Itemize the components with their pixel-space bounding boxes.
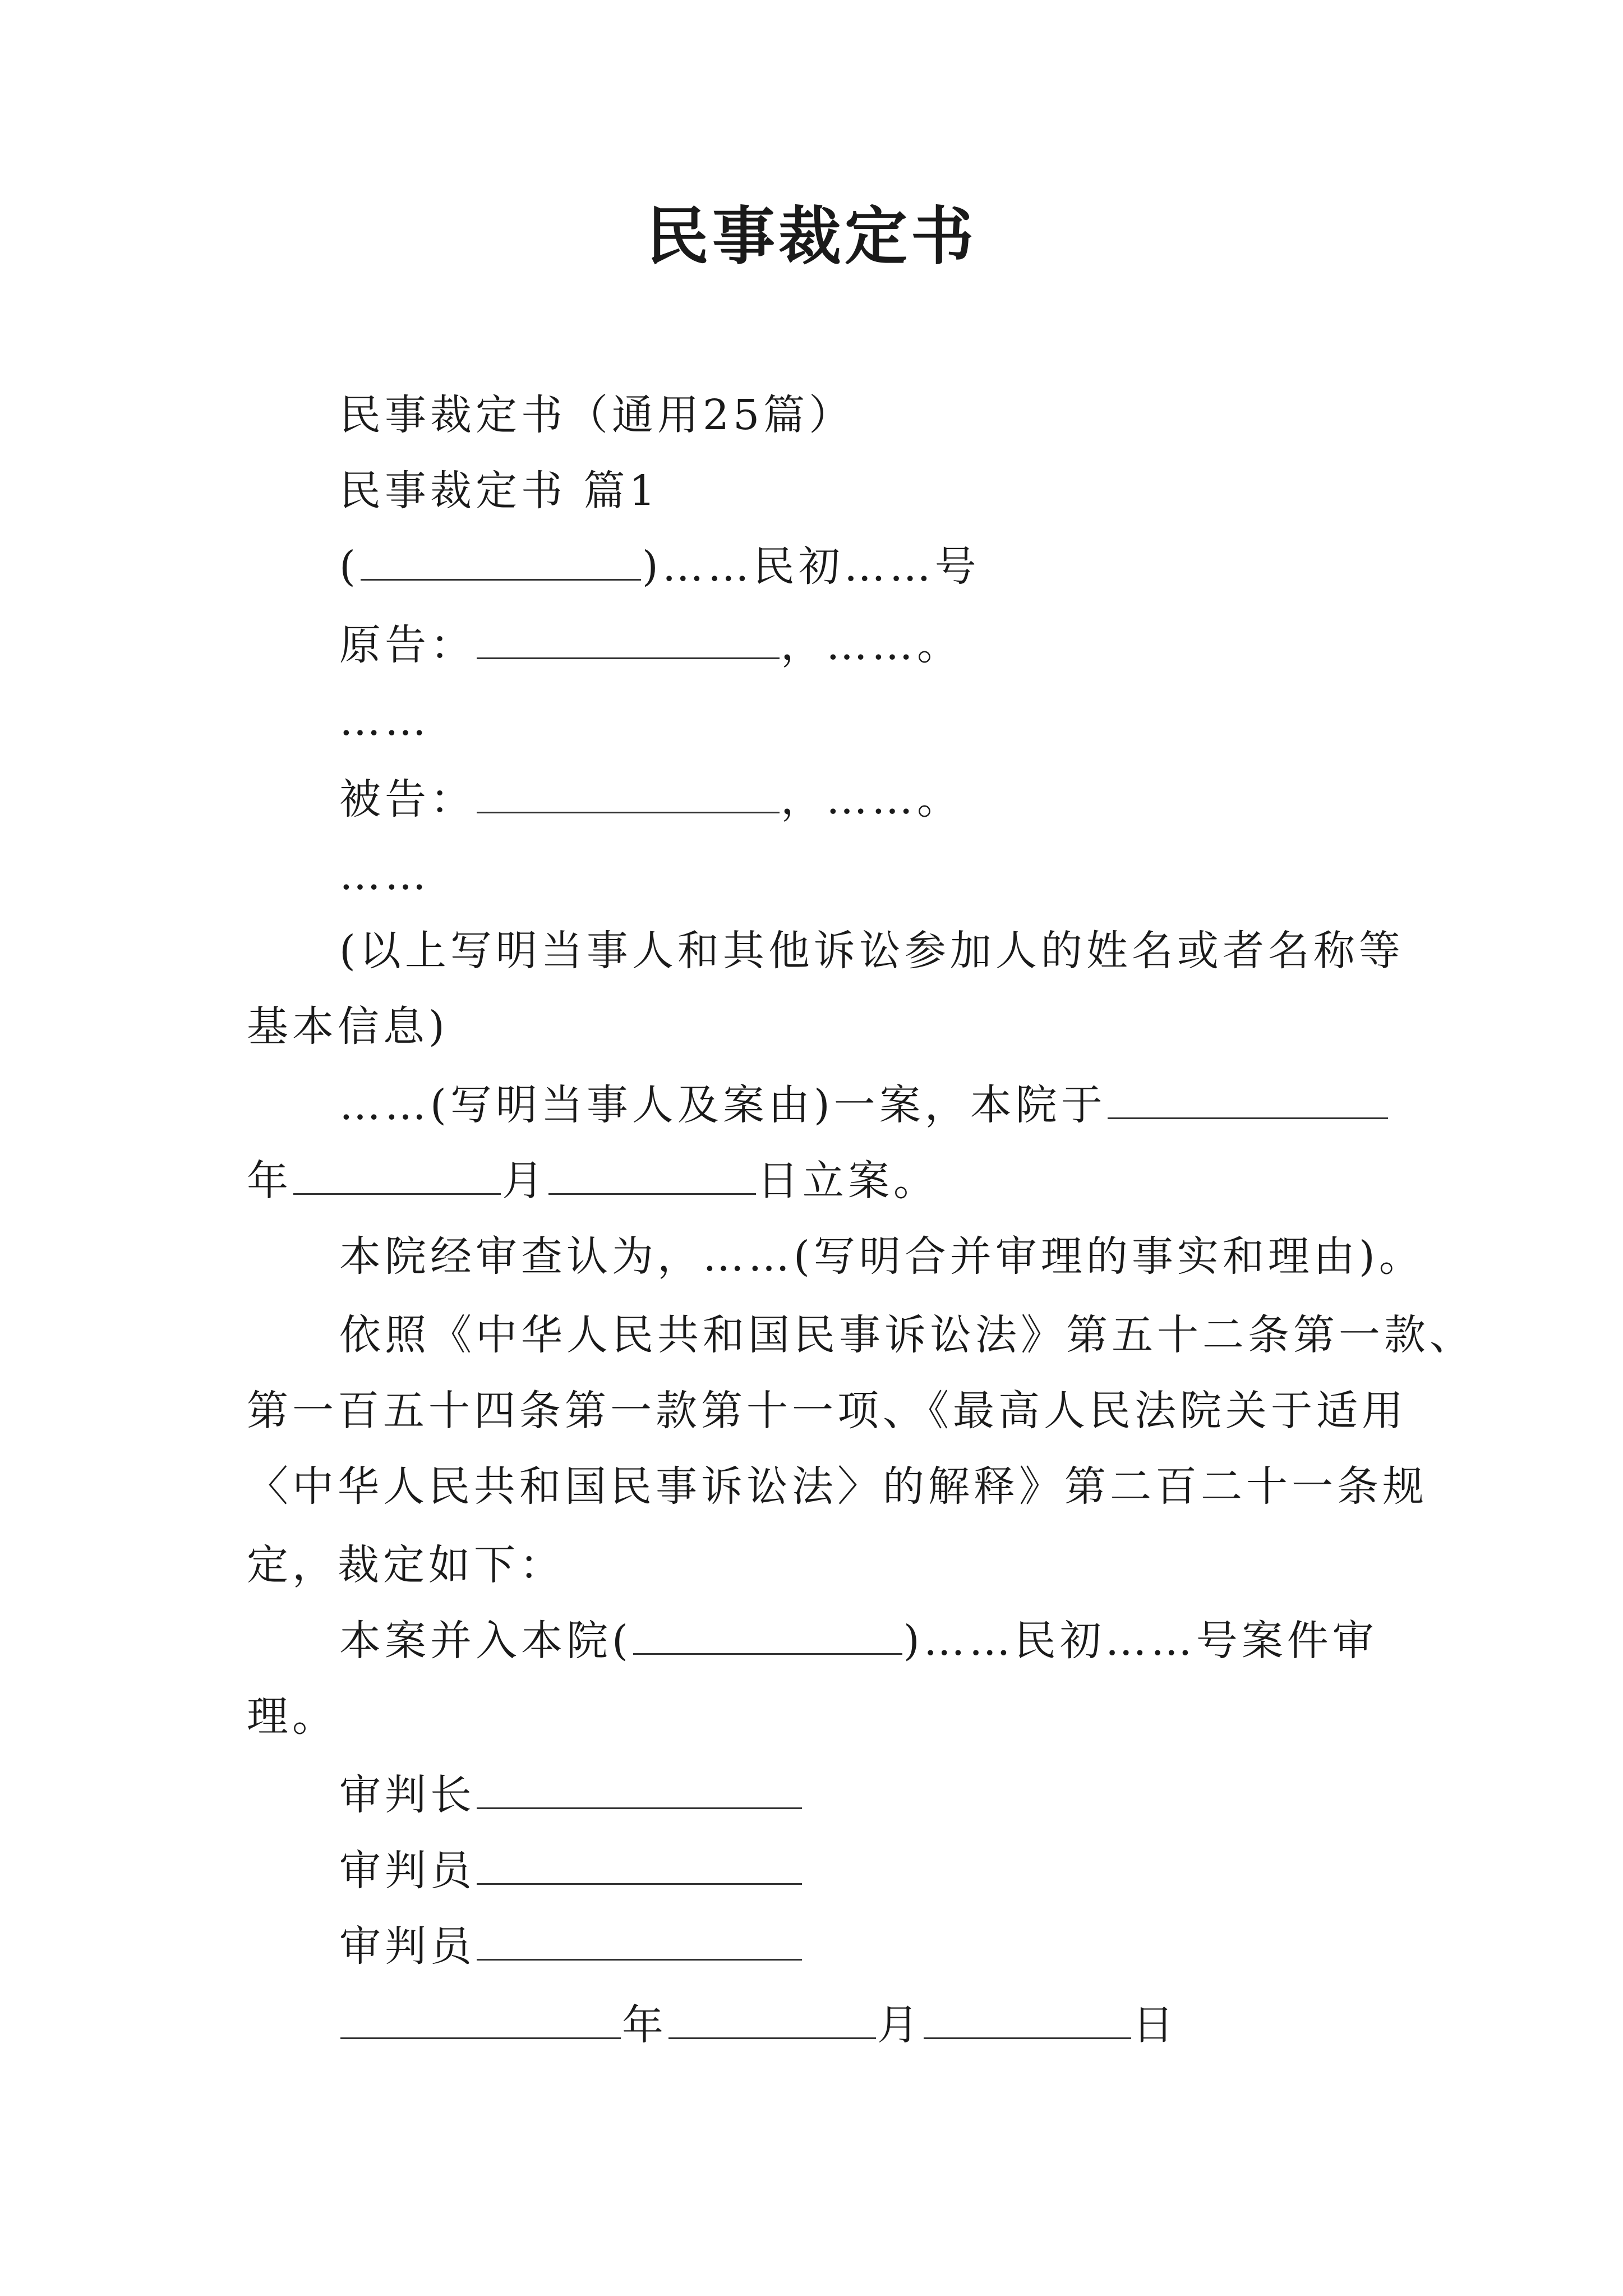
review-line: 本院经审查认为，……(写明合并审理的事实和理由)。 bbox=[339, 1232, 1424, 1281]
judge-blank bbox=[477, 1918, 802, 1961]
parties-note-line-1: (以上写明当事人和其他诉讼参加人的姓名或者名称等 bbox=[339, 927, 1404, 975]
ellipsis-line: …… bbox=[339, 851, 430, 899]
filing-blank bbox=[1108, 1077, 1388, 1119]
ellipsis-line: …… bbox=[339, 697, 430, 745]
plaintiff-blank bbox=[477, 617, 780, 659]
parties-note-line-2: 基本信息) bbox=[247, 1002, 449, 1051]
ruling-blank bbox=[633, 1613, 902, 1655]
date-day-blank bbox=[924, 1997, 1131, 2039]
plaintiff-line bbox=[339, 617, 962, 673]
subheading-line: 民事裁定书 篇1 bbox=[339, 467, 660, 515]
ruling-post: )……民初……号案件审 bbox=[903, 1617, 1378, 1665]
date-line bbox=[339, 1997, 1178, 2053]
basis-line-1: 依照《中华人民共和国民事诉讼法》第五十二条第一款、 bbox=[339, 1311, 1475, 1359]
plaintiff-tail: ，……。 bbox=[781, 621, 962, 669]
signature-judge-2 bbox=[339, 1918, 803, 1975]
basis-line-4: 定，裁定如下： bbox=[247, 1541, 565, 1589]
basis-line-2: 第一百五十四条第一款第十一项、《最高人民法院关于适用 bbox=[247, 1387, 1407, 1435]
ruling-line-2: 理。 bbox=[247, 1692, 338, 1741]
heading-line: 民事裁定书（通用25篇） bbox=[339, 391, 855, 439]
filing-line-1 bbox=[339, 1077, 1389, 1133]
date-year-label: 年 bbox=[622, 2001, 667, 2049]
plaintiff-label: 原告： bbox=[339, 621, 476, 669]
date-year-blank bbox=[340, 1997, 621, 2039]
ruling-line-1 bbox=[339, 1613, 1378, 1669]
judge-label: 审判员 bbox=[339, 1922, 476, 1971]
signature-chief-judge bbox=[339, 1767, 803, 1823]
judge-blank bbox=[477, 1843, 802, 1885]
case-number-blank bbox=[361, 539, 641, 581]
document-title: 民事裁定书 bbox=[646, 200, 977, 273]
date-month-blank bbox=[668, 1997, 876, 2039]
defendant-label: 被告： bbox=[339, 775, 476, 823]
defendant-line bbox=[339, 771, 962, 827]
date-month-label: 月 bbox=[877, 2001, 923, 2049]
defendant-blank bbox=[477, 771, 780, 813]
judge-label: 审判员 bbox=[339, 1847, 476, 1895]
defendant-tail: ，……。 bbox=[781, 775, 962, 823]
case-number-line bbox=[339, 539, 980, 595]
basis-line-3: 〈中华人民共和国民事诉讼法〉的解释》第二百二十一条规 bbox=[247, 1462, 1428, 1511]
signature-judge-1 bbox=[339, 1843, 803, 1899]
date-day-label: 日 bbox=[1132, 2001, 1178, 2049]
chief-judge-label: 审判长 bbox=[339, 1771, 476, 1819]
case-number-open: ( bbox=[339, 542, 359, 591]
chief-judge-blank bbox=[477, 1767, 802, 1809]
filing-year-label: 年 bbox=[247, 1157, 292, 1205]
filing-line-2 bbox=[247, 1153, 939, 1209]
filing-year-blank bbox=[293, 1153, 501, 1195]
case-number-close: )……民初……号 bbox=[642, 542, 980, 591]
filing-text: ……(写明当事人及案由)一案，本院于 bbox=[339, 1081, 1106, 1129]
filing-month-label: 月 bbox=[502, 1157, 547, 1205]
ruling-pre: 本案并入本院( bbox=[339, 1617, 632, 1665]
filing-month-blank bbox=[548, 1153, 756, 1195]
filing-day-label: 日立案。 bbox=[757, 1157, 939, 1205]
